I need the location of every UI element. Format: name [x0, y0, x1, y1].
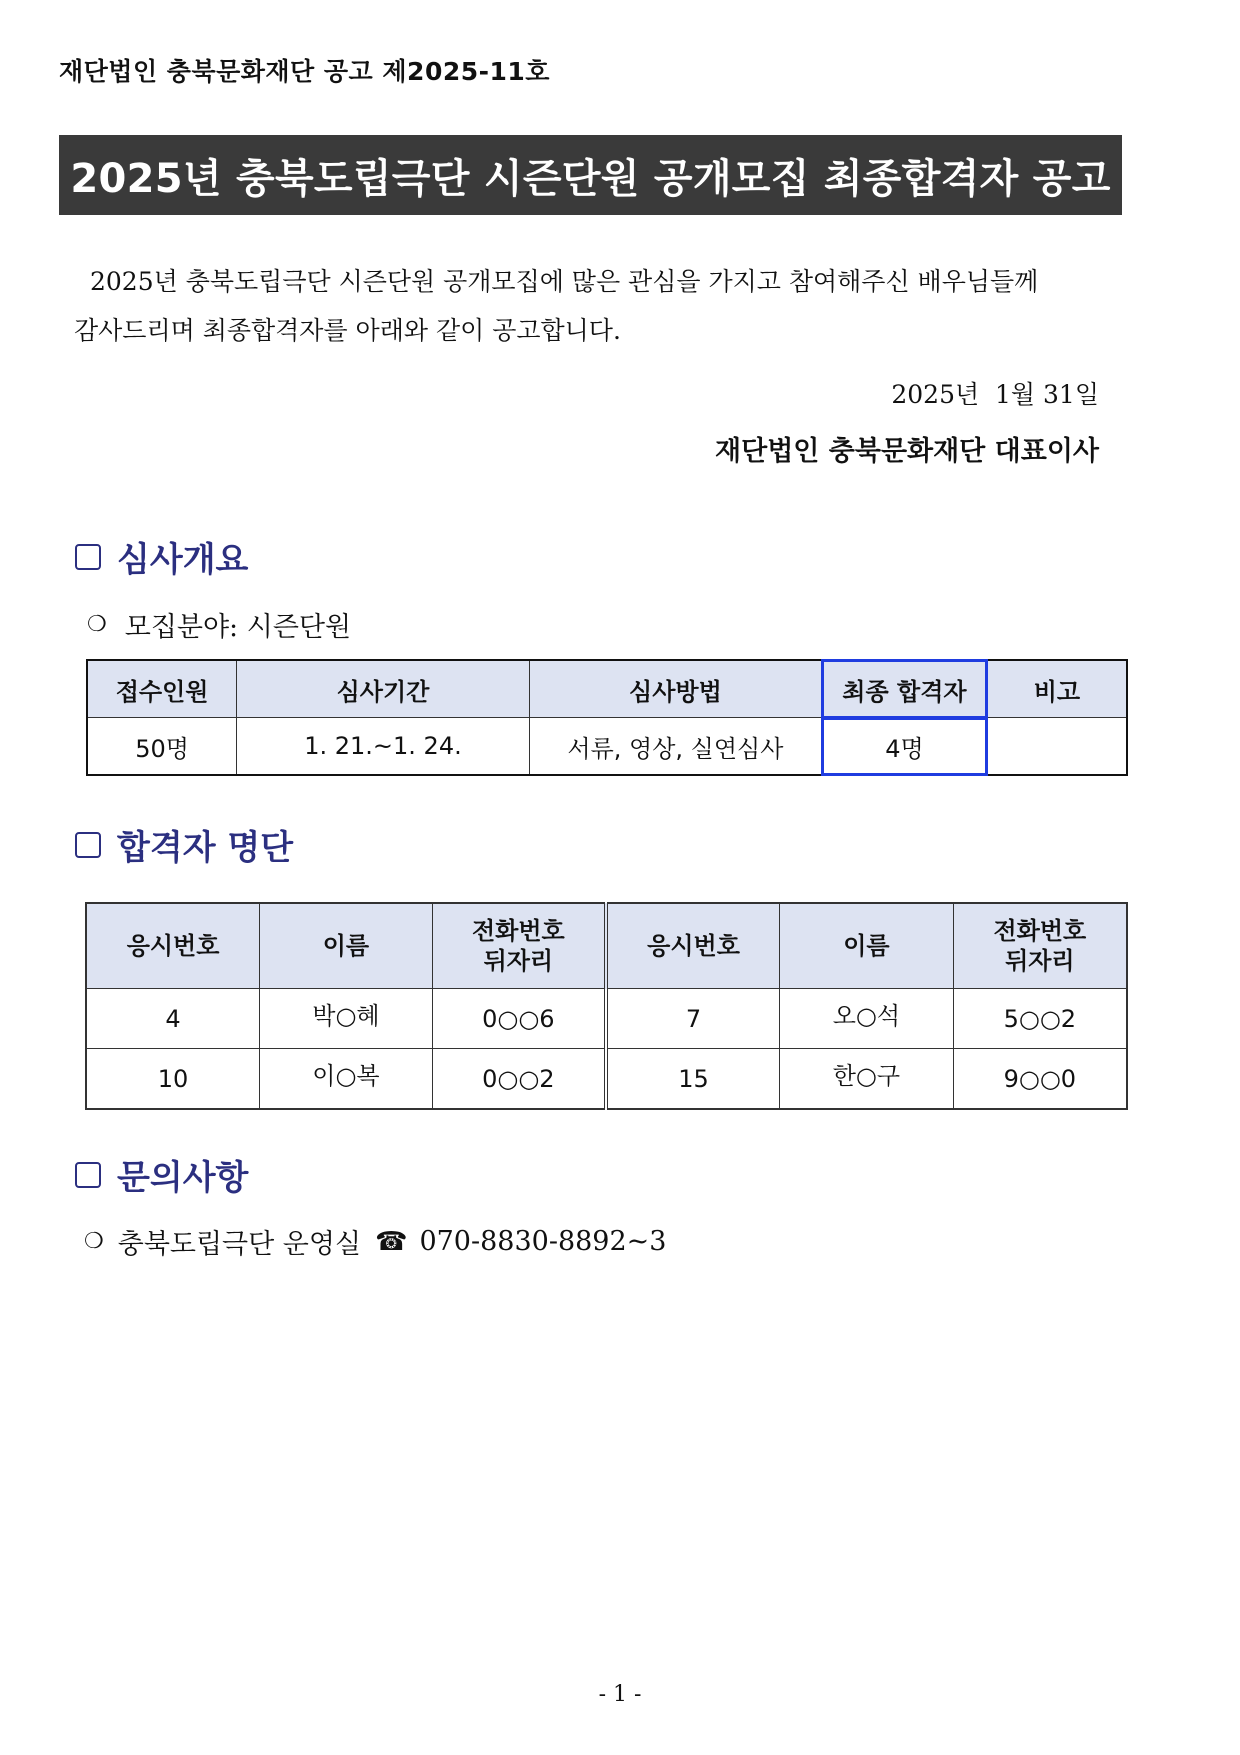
table-cell: 5○○2 [953, 989, 1127, 1049]
table-cell: 7 [606, 989, 780, 1049]
header-cell [432, 903, 606, 989]
header-cell [953, 903, 1127, 989]
checkbox-square-icon [75, 1162, 101, 1188]
table-cell: 1. 21.~1. 24. [237, 718, 530, 776]
header-cell: 심사방법 [529, 660, 821, 718]
table-cell: 0○○6 [432, 989, 606, 1049]
intro-paragraph [74, 257, 1119, 355]
section-heading-label: 심사개요 [117, 540, 249, 580]
page-number: - 1 - [598, 1682, 642, 1707]
telephone-icon: ☎ [375, 1226, 408, 1257]
issuer: 재단법인 충북문화재단 대표이사 [715, 436, 1099, 467]
contact-phone: 070-8830-8892~3 [419, 1226, 667, 1257]
intro-line-2: 감사드리며 최종합격자를 아래와 같이 공고합니다. [74, 316, 621, 345]
table-cell: 10 [86, 1049, 260, 1110]
table-cell: 서류, 영상, 실연심사 [529, 718, 821, 776]
header-cell: 이름 [260, 903, 433, 989]
section-heading-passers [75, 820, 293, 869]
name-text: 박○혜 [312, 1002, 380, 1030]
name-text: 이○복 [312, 1062, 380, 1090]
table-cell [260, 1049, 433, 1110]
header-cell-line: 전화번호 [471, 917, 565, 945]
section-heading-label: 문의사항 [117, 1158, 249, 1198]
recruit-field-text: 모집분야: 시즌단원 [124, 612, 352, 643]
intro-line-1: 2025년 충북도립극단 시즌단원 공개모집에 많은 관심을 가지고 참여해주신 배우님들께 [90, 267, 1039, 296]
table-row [86, 989, 1127, 1049]
header-cell: 이름 [780, 903, 954, 989]
table-header-row [87, 660, 1127, 718]
table-row [86, 1049, 1127, 1110]
table-cell [260, 989, 433, 1049]
table-cell: 50명 [87, 718, 237, 776]
table-header-row [86, 903, 1127, 989]
header-cell-final-passers: 최종 합격자 [822, 660, 988, 718]
notice-date: 2025년 1월 31일 [891, 380, 1099, 409]
table-row [87, 718, 1127, 776]
overview-table [86, 659, 1128, 776]
checkbox-square-icon [75, 832, 101, 858]
name-text: 오○석 [832, 1002, 901, 1030]
notice-number: 재단법인 충북문화재단 공고 제2025-11호 [59, 57, 550, 86]
header-cell: 심사기간 [237, 660, 530, 718]
table-cell: 4 [86, 989, 260, 1049]
header-cell: 비고 [987, 660, 1127, 718]
hollow-circle-bullet-icon: ❍ [87, 612, 107, 637]
recruit-field-line [87, 605, 351, 644]
header-cell: 접수인원 [87, 660, 237, 718]
header-cell-line: 전화번호 [993, 917, 1087, 945]
checkbox-square-icon [75, 544, 101, 570]
header-cell: 응시번호 [606, 903, 780, 989]
section-heading-label: 합격자 명단 [117, 828, 294, 868]
table-cell [780, 989, 954, 1049]
table-cell: 9○○0 [953, 1049, 1127, 1110]
header-cell-line: 뒤자리 [1005, 947, 1075, 975]
table-cell: 0○○2 [432, 1049, 606, 1110]
table-cell: 15 [606, 1049, 780, 1110]
page-title: 2025년 충북도립극단 시즌단원 공개모집 최종합격자 공고 [59, 135, 1122, 215]
header-cell: 응시번호 [86, 903, 260, 989]
contact-line [84, 1222, 666, 1261]
header-cell-line: 뒤자리 [483, 947, 554, 975]
name-text: 한○구 [832, 1062, 901, 1090]
table-cell-final-passers: 4명 [822, 718, 988, 776]
hollow-circle-bullet-icon: ❍ [84, 1229, 104, 1254]
table-cell [780, 1049, 954, 1110]
contact-org: 충북도립극단 운영실 [117, 1229, 362, 1260]
section-heading-overview [75, 532, 248, 581]
table-cell [987, 718, 1127, 776]
passers-table [85, 902, 1128, 1110]
section-heading-inquiry [75, 1150, 248, 1199]
